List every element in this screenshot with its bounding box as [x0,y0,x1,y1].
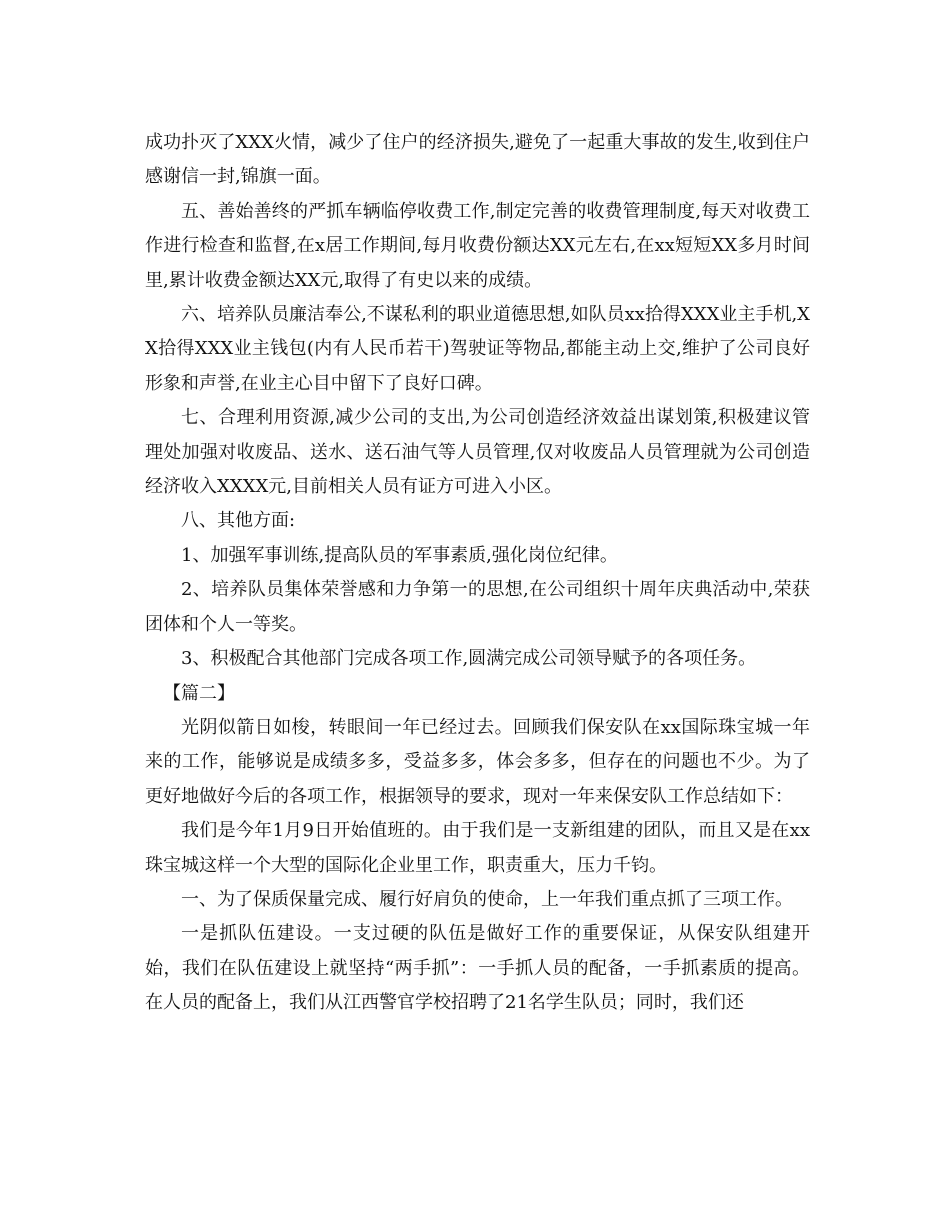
paragraph-team-building: 一是抓队伍建设。一支过硬的队伍是做好工作的重要保证，从保安队组建开始，我们在队伍建设上就坚持“两手抓”：一手抓人员的配备，一手抓素质的提高。在人员的配备上，我们从江西警官学校招聘了21名学生队员；同时，我们还 [145,923,810,1014]
paragraph-fire-result: 成功扑灭了XXX火情，减少了住户的经济损失,避免了一起重大事故的发生,收到住户感谢信一封,锦旗一面。 [145,132,810,188]
paragraph-section-six: 六、培养队员廉洁奉公,不谋私利的职业道德思想,如队员xx拾得XXX业主手机,XX拾得XXX业主钱包(内有人民币若干)驾驶证等物品,都能主动上交,维护了公司良好形象和声誉,在业主心目中留下了良好口碑。 [145,304,810,394]
paragraph-team-start: 我们是今年1月9日开始值班的。由于我们是一支新组建的团队，而且又是在xx珠宝城这样一个大型的国际化企业里工作，职责重大，压力千钧。 [145,820,810,876]
paragraph-item-three: 3、积极配合其他部门完成各项工作,圆满完成公司领导赋予的各项任务。 [181,648,757,670]
paragraph-item-two: 2、培养队员集体荣誉感和力争第一的思想,在公司组织十周年庆典活动中,荣获团体和个人一等奖。 [145,579,810,635]
paragraph-item-one: 1、加强军事训练,提高队员的军事素质,强化岗位纪律。 [181,544,618,566]
paragraph-section-eight-heading: 八、其他方面: [181,510,296,532]
part-two-heading: 【篇二】 [163,682,235,704]
paragraph-section-seven: 七、合理利用资源,减少公司的支出,为公司创造经济效益出谋划策,积极建议管理处加强对收废品、送水、送石油气等人员管理,仅对收废品人员管理就为公司创造经济收入XXXX元,目前相关人员有证方可进入小区。 [145,407,810,498]
paragraph-section-five: 五、善始善终的严抓车辆临停收费工作,制定完善的收费管理制度,每天对收费工作进行检查和监督,在x居工作期间,每月收费份额达XX元左右,在xx短短XX多月时间里,累计收费金额达XX元,取得了有史以来的成绩。 [145,200,810,291]
paragraph-part-two-intro: 光阴似箭日如梭，转眼间一年已经过去。回顾我们保安队在xx国际珠宝城一年来的工作，能够说是成绩多多，受益多多，体会多多，但存在的问题也不少。为了更好地做好今后的各项工作，根据领导的要求，现对一年来保安队工作总结如下： [145,716,810,807]
document-body [145,126,810,1021]
paragraph-three-tasks: 一、为了保质保量完成、履行好肩负的使命，上一年我们重点抓了三项工作。 [181,888,793,910]
